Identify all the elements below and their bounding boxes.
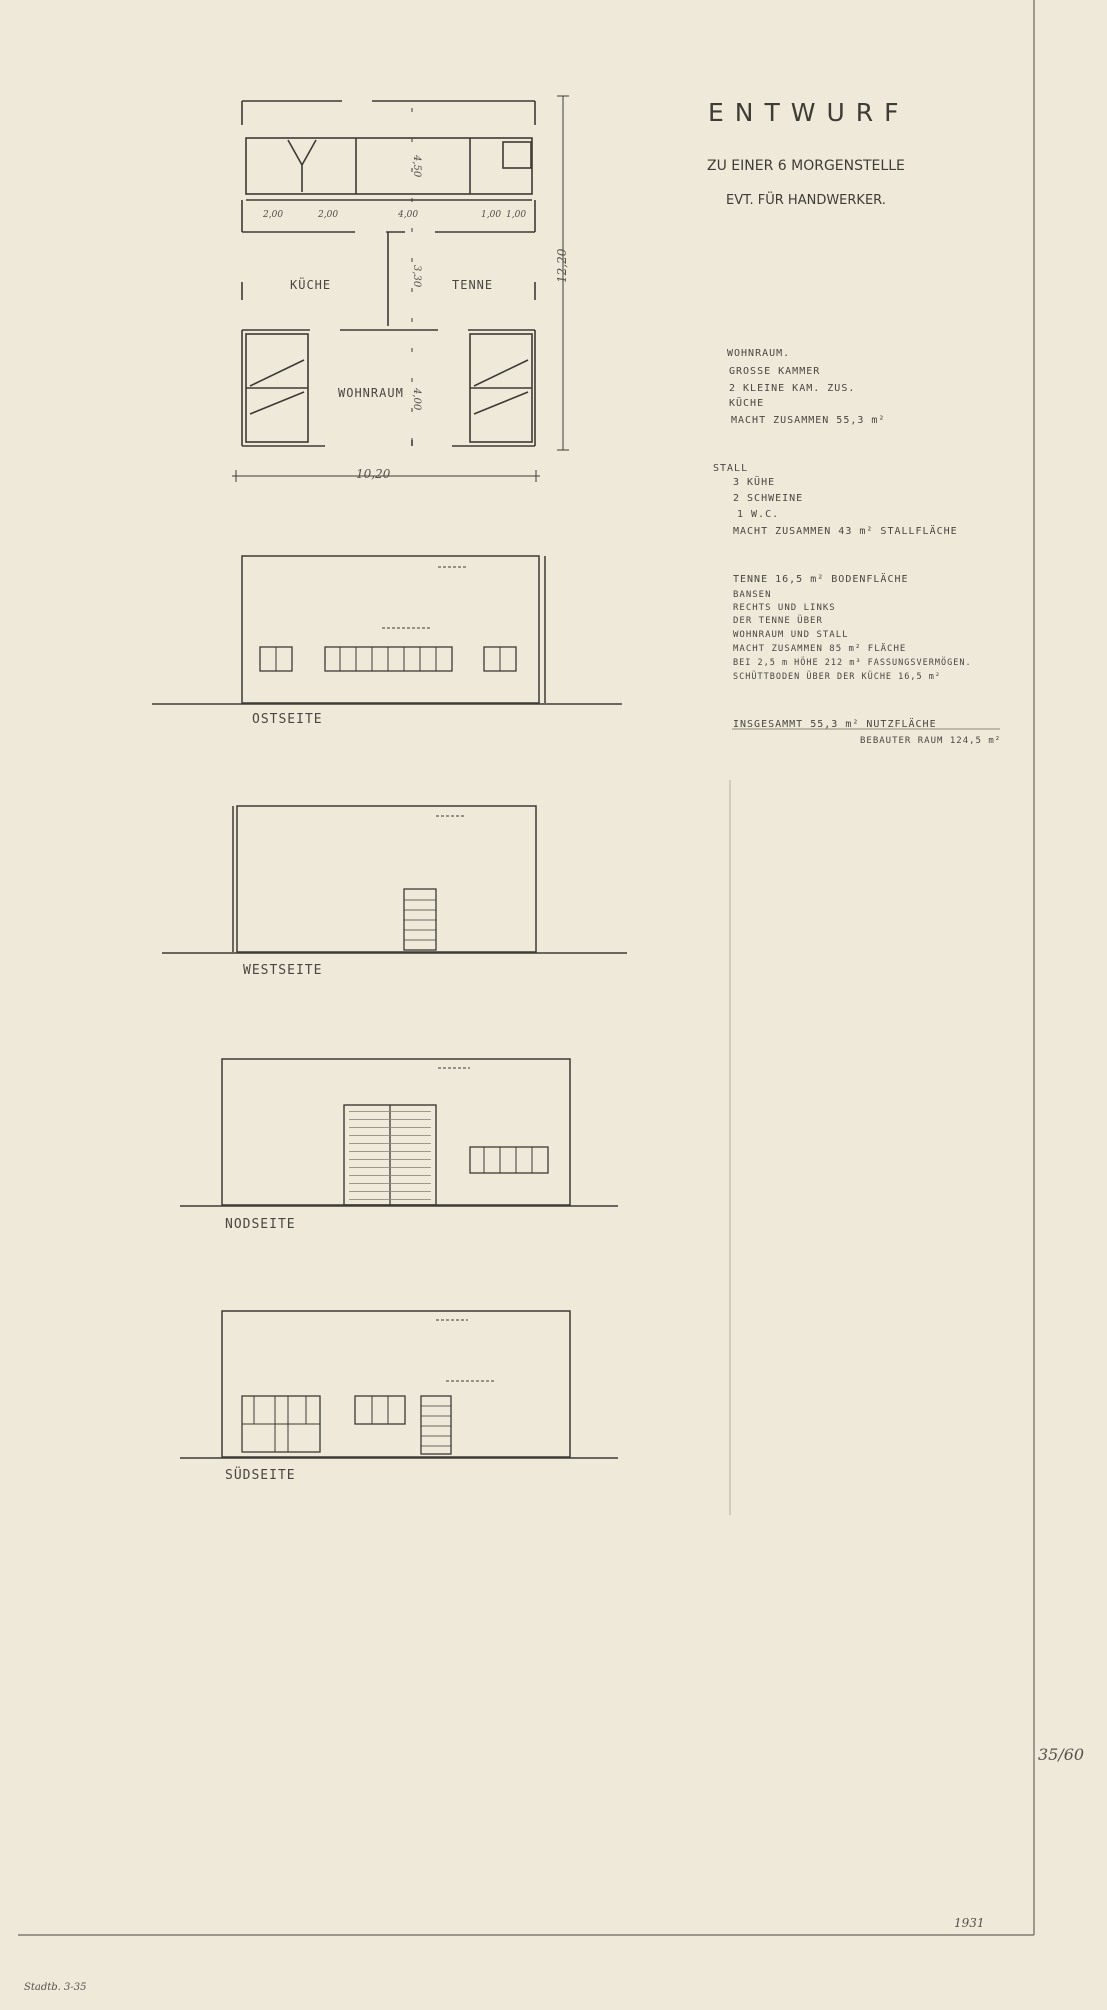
schedule-line: SCHÜTTBODEN ÜBER DER KÜCHE 16,5 m² (733, 672, 941, 682)
room-label-kitchen: KÜCHE (290, 278, 332, 292)
schedule-line: BANSEN (733, 590, 772, 600)
dimension-h1: 4,50 (411, 155, 422, 178)
elevation-west (162, 806, 627, 953)
room-label-living: WOHNRAUM (338, 386, 404, 400)
schedule-total: INSGESAMMT 55,3 m² NUTZFLÄCHE (733, 719, 937, 730)
sheet-number: 35/60 (1038, 1745, 1085, 1764)
title-main: ENTWURF (708, 98, 910, 127)
label-south-elevation: SÜDSEITE (225, 1468, 296, 1483)
schedule-line: GROSSE KAMMER (729, 366, 821, 377)
schedule-line: RECHTS UND LINKS (733, 603, 836, 613)
plan-dimension-lines (232, 96, 569, 482)
schedule-line: WOHNRAUM. (727, 348, 791, 359)
schedule-line: KÜCHE (729, 398, 765, 409)
schedule-line: WOHNRAUM UND STALL (733, 630, 849, 640)
dimension-h3: 4,00 (411, 388, 422, 411)
schedule-line: 3 KÜHE (733, 477, 776, 488)
schedule-line: 2 SCHWEINE (733, 493, 804, 504)
title-line-2: EVT. FÜR HANDWERKER. (726, 193, 886, 208)
dimension-d1: 2,00 (263, 210, 284, 220)
elevation-east (152, 556, 622, 704)
dimension-depth: 12,20 (555, 248, 569, 283)
room-label-threshing-floor: TENNE (452, 278, 494, 292)
dimension-width: 10,20 (356, 467, 391, 481)
schedule-line: MACHT ZUSAMMEN 85 m² FLÄCHE (733, 644, 907, 654)
dimension-h2: 3,30 (411, 265, 422, 288)
schedule-line: MACHT ZUSAMMEN 55,3 m² (731, 415, 886, 426)
year-note: 1931 (954, 1916, 985, 1930)
label-north-elevation: NODSEITE (225, 1217, 296, 1232)
schedule-line: TENNE 16,5 m² BODENFLÄCHE (733, 574, 909, 585)
schedule-line: 2 KLEINE KAM. ZUS. (729, 383, 856, 394)
schedule-line: MACHT ZUSAMMEN 43 m² STALLFLÄCHE (733, 526, 958, 537)
label-east-elevation: OSTSEITE (252, 712, 323, 727)
archive-note: Stadtb. 3-35 (24, 1982, 87, 1993)
label-west-elevation: WESTSEITE (243, 963, 323, 978)
area-schedule (713, 348, 1001, 1515)
dimension-d3: 4,00 (398, 210, 419, 220)
dimension-d4: 1,00 (481, 210, 502, 220)
elevation-south (180, 1311, 618, 1458)
schedule-line: 1 W.C. (737, 509, 780, 520)
schedule-line: STALL (713, 463, 749, 474)
dimension-d2: 2,00 (318, 210, 339, 220)
schedule-built: BEBAUTER RAUM 124,5 m² (860, 736, 1002, 746)
title-line-1: ZU EINER 6 MORGENSTELLE (707, 158, 905, 174)
schedule-line: BEI 2,5 m HÖHE 212 m³ FASSUNGSVERMÖGEN. (733, 658, 972, 668)
elevation-north (180, 1059, 618, 1206)
dimension-d5: 1,00 (506, 210, 527, 220)
schedule-line: DER TENNE ÜBER (733, 616, 823, 626)
